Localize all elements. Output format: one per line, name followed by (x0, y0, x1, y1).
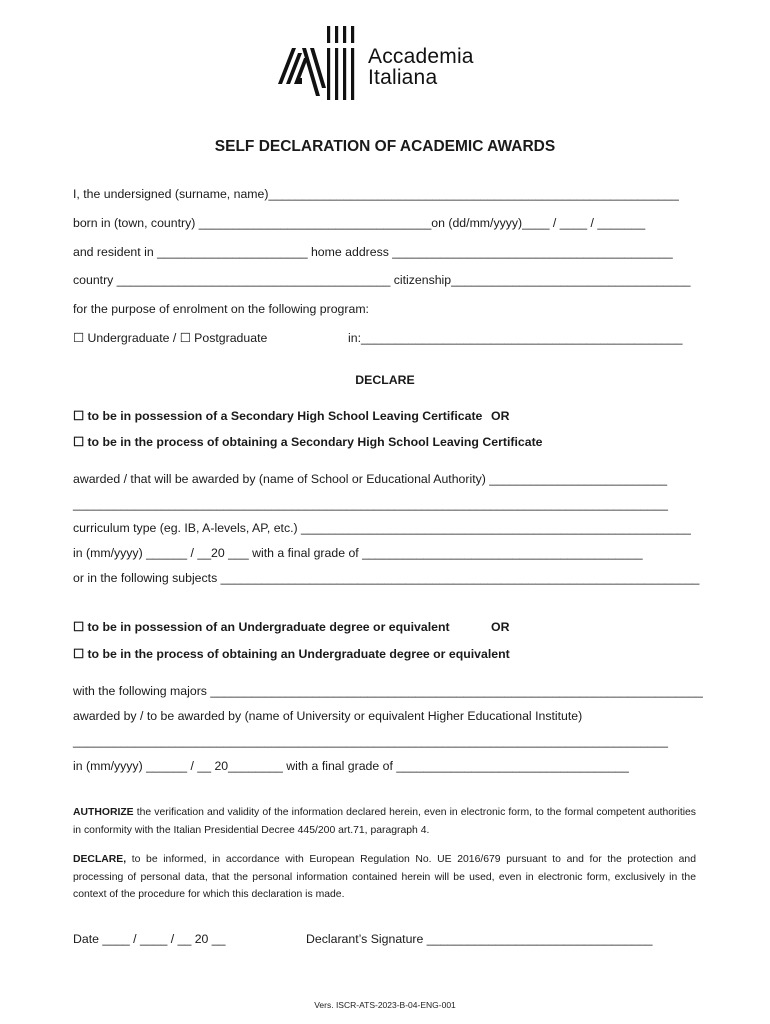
privacy-declare-text: to be informed, in accordance with European Regulation No. UE 2016/679 pursuant to and for the protection and processing of personal data, that the personal information contained herein will be used, even in electronic form, exclusively in the context of the procedure for which this declaration is made. (73, 854, 696, 900)
undergrad-possession-checkbox[interactable]: ☐ to be in possession of an Undergraduate degree or equivalent (73, 620, 450, 634)
authorize-paragraph (73, 804, 696, 839)
undergrad-process-checkbox[interactable]: ☐ to be in the process of obtaining an Undergraduate degree or equivalent (73, 647, 510, 661)
university-awarded-by-text: awarded by / to be awarded by (name of University or equivalent Higher Educational Institute) (73, 709, 583, 723)
secondary-or-label: OR (491, 409, 510, 423)
purpose-text: for the purpose of enrolment on the following program: (73, 302, 369, 316)
secondary-possession-checkbox[interactable]: ☐ to be in possession of a Secondary High School Leaving Certificate (73, 409, 483, 423)
birth-field-line[interactable]: born in (town, country) __________________________________on (dd/mm/yyyy)____ / ____ / _______ (73, 216, 646, 230)
authorize-lead: AUTHORIZE (73, 807, 134, 818)
document-title: SELF DECLARATION OF ACADEMIC AWARDS (214, 138, 556, 155)
logo-text-line2: Italiana (368, 66, 438, 89)
undergrad-date-grade-line[interactable]: in (mm/yyyy) ______ / __ 20________ with a final grade of __________________________________ (73, 759, 629, 773)
secondary-process-checkbox[interactable]: ☐ to be in the process of obtaining a Secondary High School Leaving Certificate (73, 435, 543, 449)
signature-date-line[interactable]: Date ____ / ____ / __ 20 __ (73, 932, 226, 946)
subjects-line[interactable]: or in the following subjects ______________________________________________________________________ (73, 571, 700, 585)
residence-field-line[interactable]: and resident in ______________________ home address _________________________________________ (73, 245, 673, 259)
secondary-awarded-by-line[interactable]: awarded / that will be awarded by (name of School or Educational Authority) __________________________ (73, 472, 668, 486)
signature-line[interactable]: Declarant’s Signature _________________________________ (306, 932, 653, 946)
program-name-field[interactable]: in:_______________________________________________ (348, 331, 683, 345)
name-field-line[interactable]: I, the undersigned (surname, name)____________________________________________________________ (73, 187, 679, 201)
privacy-declaration-paragraph (73, 851, 696, 904)
university-blank-line[interactable]: _______________________________________________________________________________________ (73, 734, 668, 748)
secondary-date-grade-line[interactable]: in (mm/yyyy) ______ / __20 ___ with a final grade of _________________________________________ (73, 546, 643, 560)
curriculum-type-line[interactable]: curriculum type (eg. IB, A-levels, AP, etc.) _________________________________________________________ (73, 521, 691, 535)
undergrad-or-label: OR (491, 620, 510, 634)
country-field-line[interactable]: country ________________________________________ citizenship___________________________________ (73, 273, 691, 287)
program-checkboxes[interactable]: ☐ Undergraduate / ☐ Postgraduate (73, 331, 268, 345)
secondary-blank-line[interactable]: _______________________________________________________________________________________ (73, 497, 668, 511)
accademia-logo-mark (278, 26, 358, 102)
privacy-declare-lead: DECLARE, (73, 854, 127, 865)
majors-line[interactable]: with the following majors ________________________________________________________________________ (73, 684, 703, 698)
logo-text-line1: Accademia (368, 45, 474, 68)
declare-heading: DECLARE (355, 373, 415, 387)
authorize-text: the verification and validity of the information declared herein, even in electronic form, to the formal competent authorities in conformity with the Italian Presidential Decree 445/200 art.71, paragraph 4. (73, 807, 696, 836)
version-footer: Vers. ISCR-ATS-2023-B-04-ENG-001 (314, 1000, 456, 1010)
